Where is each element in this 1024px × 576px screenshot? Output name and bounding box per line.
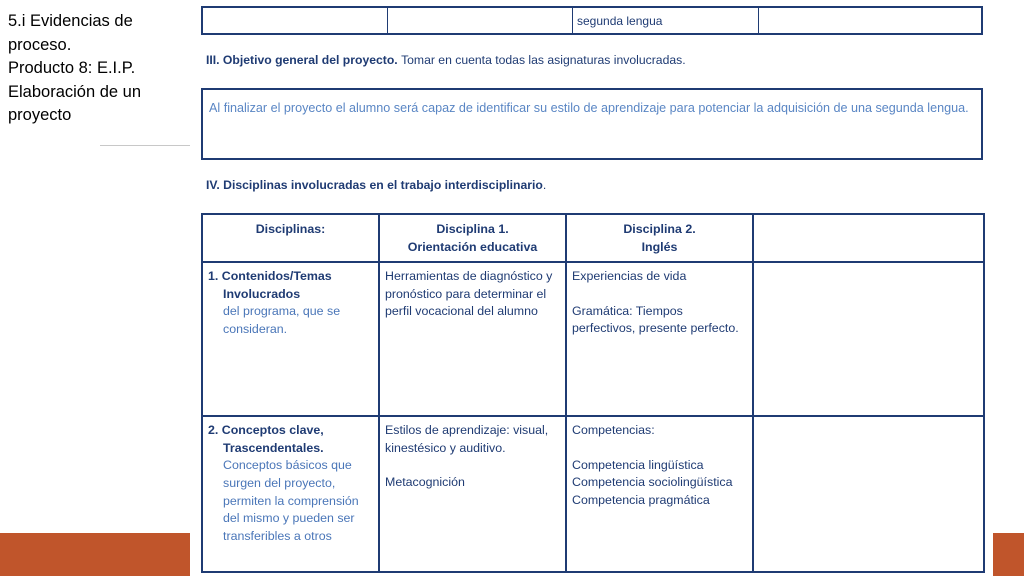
- cell-text: Estilos de aprendizaje: visual, kinestésico y auditivo.: [385, 423, 549, 455]
- cell-text: Herramientas de diagnóstico y pronóstico para determinar el perfil vocacional del alumno: [385, 269, 553, 319]
- section-3-note: Tomar en cuenta todas las asignaturas involucradas.: [401, 53, 686, 67]
- section-3-heading: [206, 53, 686, 67]
- section-3-title: III. Objetivo general del proyecto.: [206, 53, 398, 67]
- row-label-title: 2. Conceptos clave,: [208, 423, 324, 438]
- table-cell: segunda lengua: [573, 8, 759, 33]
- header-cell: [202, 214, 379, 262]
- header-line: Inglés: [641, 239, 678, 254]
- cell-text: Gramática: Tiempos perfectivos, presente perfecto.: [572, 303, 739, 336]
- row-label-title: 1. Contenidos/Temas: [208, 269, 332, 284]
- cell-text: Metacognición: [385, 475, 465, 490]
- header-cell: [379, 214, 566, 262]
- header-cell: [753, 214, 984, 262]
- slide-title-line: Elaboración de un: [8, 82, 142, 101]
- footer-accent-bar-left: [0, 533, 190, 576]
- slide-title-line: proyecto: [8, 106, 72, 124]
- row-label-cell: [202, 416, 379, 572]
- header-line: Disciplina 1.: [436, 222, 509, 236]
- section-4-heading: [206, 178, 546, 192]
- header-cell: [566, 214, 753, 262]
- table-cell: [388, 8, 573, 33]
- table-cell: [566, 262, 753, 416]
- row-label-description: del programa, que se consideran.: [223, 304, 341, 336]
- row-label-cell: [202, 262, 379, 416]
- table-row: [202, 416, 984, 572]
- cell-text: Competencia sociolingüística: [572, 475, 733, 490]
- slide-title-line: 5.i Evidencias de: [8, 12, 133, 30]
- section-4-title: IV. Disciplinas involucradas en el trabajo interdisciplinario: [206, 178, 543, 192]
- table-cell: [759, 8, 985, 33]
- row-label-title: Trascendentales.: [223, 440, 324, 455]
- row-label-title: Involucrados: [223, 286, 301, 301]
- table-cell: [566, 416, 753, 572]
- table-cell: [753, 262, 984, 416]
- objective-box: [201, 88, 983, 160]
- cell-text: Experiencias de vida: [572, 269, 687, 284]
- header-line: Disciplinas:: [255, 222, 326, 236]
- slide-title-line: Producto 8: E.I.P.: [8, 59, 136, 77]
- header-line: Orientación educativa: [407, 239, 538, 254]
- title-divider: [100, 145, 190, 146]
- table-cell: [203, 8, 388, 33]
- document-image: [193, 0, 991, 576]
- row-label-description: Conceptos básicos que surgen del proyecto, permiten la comprensión del mismo y pueden ser transferibles a otros: [223, 458, 359, 543]
- objective-text: Al finalizar el proyecto el alumno será capaz de identificar su estilo de aprendizaje para potenciar la adquisición de una segunda lengua.: [209, 101, 969, 115]
- cell-text: Competencia lingüística: [572, 457, 704, 472]
- slide-title: [8, 10, 188, 128]
- footer-accent-bar-right: [993, 533, 1024, 576]
- cell-text: Competencia pragmática: [572, 492, 710, 507]
- table-header-row: [202, 214, 984, 262]
- table-row: [202, 262, 984, 416]
- previous-table-row: [201, 6, 983, 35]
- disciplines-table: [201, 213, 985, 573]
- table-cell: [379, 416, 566, 572]
- slide-title-line: proceso.: [8, 35, 72, 54]
- header-line: Disciplina 2.: [623, 222, 696, 236]
- cell-text: Competencias:: [572, 423, 655, 438]
- table-cell: [753, 416, 984, 572]
- table-cell: [379, 262, 566, 416]
- section-4-period: .: [542, 178, 547, 192]
